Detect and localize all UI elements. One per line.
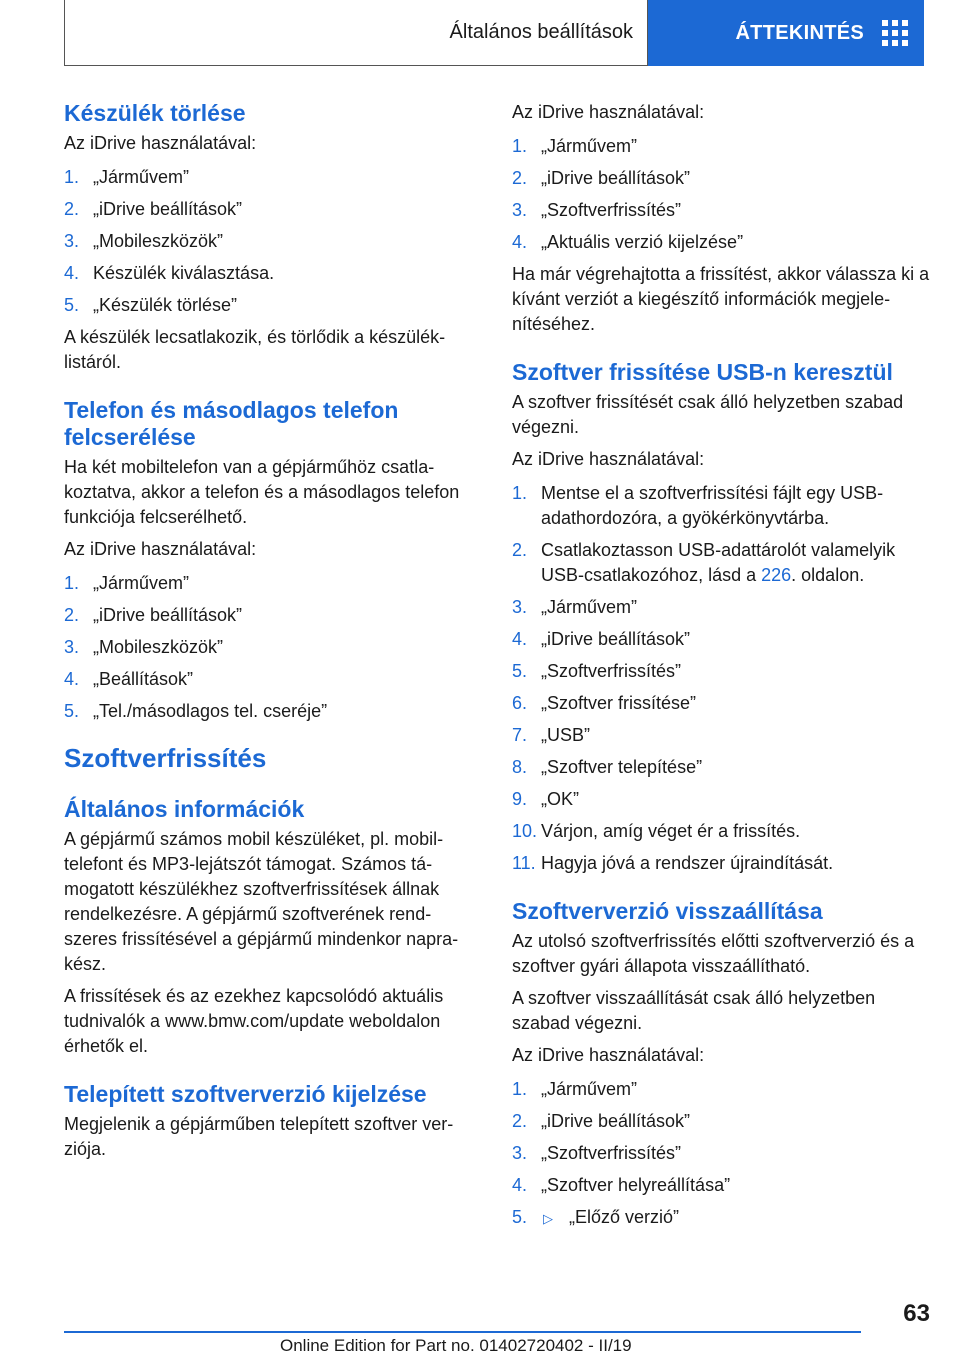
list-item: 9. „OK”: [512, 789, 579, 809]
paragraph: Az iDrive használatával:: [512, 1045, 705, 1065]
list-item: 1. „Járművem”: [64, 573, 190, 593]
heading-general-info: Általános információk: [64, 796, 305, 822]
paragraph: Az iDrive használatával:: [64, 539, 257, 559]
paragraph: Az iDrive használatával:: [64, 133, 257, 153]
list-item: 11. Hagyja jóvá a rendszer újraindítását.: [512, 853, 834, 873]
left-column: [64, 100, 484, 1162]
list-item: 1. „Járművem”: [512, 1079, 638, 1099]
list-item: 4. „Szoftver helyreállítása”: [512, 1175, 731, 1195]
right-column: [512, 100, 932, 1238]
list-item: 7. „USB”: [512, 725, 590, 745]
steps-list: [64, 571, 484, 724]
list-item: 3. „Szoftverfrissítés”: [512, 200, 682, 220]
list-item: 5. „Tel./másodlagos tel. cseréje”: [64, 701, 328, 721]
steps-list: [64, 165, 484, 318]
paragraph: Megjelenik a gépjárműben telepített szoftver ver-ziója.: [64, 1114, 454, 1159]
paragraph: A szoftver frissítését csak álló helyzetben szabad végezni.: [512, 392, 904, 437]
list-item: 6. „Szoftver frissítése”: [512, 693, 697, 713]
list-item: 1. Mentse el a szoftverfrissítési fájlt egy USB-adathordozóra, a gyökérkönyvtárba.: [512, 483, 884, 528]
list-item: 1. „Járművem”: [512, 136, 638, 156]
list-item: 4. „Beállítások”: [64, 669, 194, 689]
footer-divider: [64, 1331, 861, 1333]
heading-software-update: Szoftverfrissítés: [64, 743, 267, 773]
list-item: 10. Várjon, amíg véget ér a frissítés.: [512, 821, 801, 841]
list-item: 4. „iDrive beállítások”: [512, 629, 691, 649]
paragraph: A frissítések és az ezekhez kapcsolódó aktuális tudnivalók a www.bmw.com/update weboldalon érhetők el.: [64, 986, 444, 1056]
paragraph: Az utolsó szoftverfrissítés előtti szoftververzió és a szoftver gyári állapota visszaállítható.: [512, 931, 915, 976]
list-item: 3. „Mobileszközök”: [64, 231, 224, 251]
heading-delete-device: Készülék törlése: [64, 100, 246, 126]
paragraph: Az iDrive használatával:: [512, 102, 705, 122]
page-number: 63: [903, 1300, 930, 1327]
heading-version-restore: Szoftververzió visszaállítása: [512, 898, 823, 924]
paragraph: Az iDrive használatával:: [512, 449, 705, 469]
heading-swap-phone: Telefon és másodlagos telefon felcserélése: [64, 397, 399, 450]
page-reference-link[interactable]: 226: [761, 565, 792, 585]
list-item: 3. „Járművem”: [512, 597, 638, 617]
list-item: 5. „Szoftverfrissítés”: [512, 661, 682, 681]
list-item: 5. ▷ „Előző verzió”: [512, 1207, 680, 1227]
list-item: 3. „Szoftverfrissítés”: [512, 1143, 682, 1163]
list-item: 3. „Mobileszközök”: [64, 637, 224, 657]
list-item: 8. „Szoftver telepítése”: [512, 757, 703, 777]
list-item: 2. „iDrive beállítások”: [64, 605, 243, 625]
grid-menu-icon[interactable]: [882, 20, 908, 46]
list-item: 2. „iDrive beállítások”: [512, 1111, 691, 1131]
list-item: 2. Csatlakoztasson USB-adattárolót valamelyik USB-csatlakozóhoz, lásd a 226. oldalon.: [512, 540, 896, 585]
heading-usb-update: Szoftver frissítése USB-n keresztül: [512, 359, 893, 385]
paragraph: A készülék lecsatlakozik, és törlődik a készülék-listáról.: [64, 327, 446, 372]
paragraph: Ha már végrehajtotta a frissítést, akkor válassza ki a kívánt verziót a kiegészítő információk megjele-nítéséhez.: [512, 264, 930, 334]
list-item: 4. „Aktuális verzió kijelzése”: [512, 232, 744, 252]
page-header: [64, 0, 924, 66]
section-title: Általános beállítások: [64, 0, 648, 66]
steps-list: [512, 1077, 932, 1231]
steps-list: [512, 134, 932, 255]
paragraph: A szoftver visszaállítását csak álló helyzetben szabad végezni.: [512, 988, 876, 1033]
list-item: 4. Készülék kiválasztása.: [64, 263, 275, 283]
paragraph: A gépjármű számos mobil készüléket, pl. mobil-telefont és MP3-lejátszót támogat. Számos tá-mogatott készülékhez szoftverfrissítések állnak rendelkezésre. A gépjármű szoftverének rend-szeres frissítésével a gépjármű mindenkor napra-kész.: [64, 829, 459, 974]
chapter-tab[interactable]: [648, 0, 924, 66]
paragraph: Ha két mobiltelefon van a gépjárműhöz csatla-koztatva, akkor a telefon és a másodlagos telefon funkciója felcserélhető.: [64, 457, 460, 527]
list-item: 2. „iDrive beállítások”: [512, 168, 691, 188]
steps-list: [512, 481, 932, 876]
list-item: 1. „Járművem”: [64, 167, 190, 187]
heading-installed-version: Telepített szoftververzió kijelzése: [64, 1081, 427, 1107]
list-item: 2. „iDrive beállítások”: [64, 199, 243, 219]
list-item: 5. „Készülék törlése”: [64, 295, 238, 315]
chapter-title: ÁTTEKINTÉS: [735, 21, 864, 44]
footer-edition: Online Edition for Part no. 01402720402 - II/19: [280, 1336, 632, 1355]
triangle-right-icon: ▷: [543, 1211, 553, 1226]
